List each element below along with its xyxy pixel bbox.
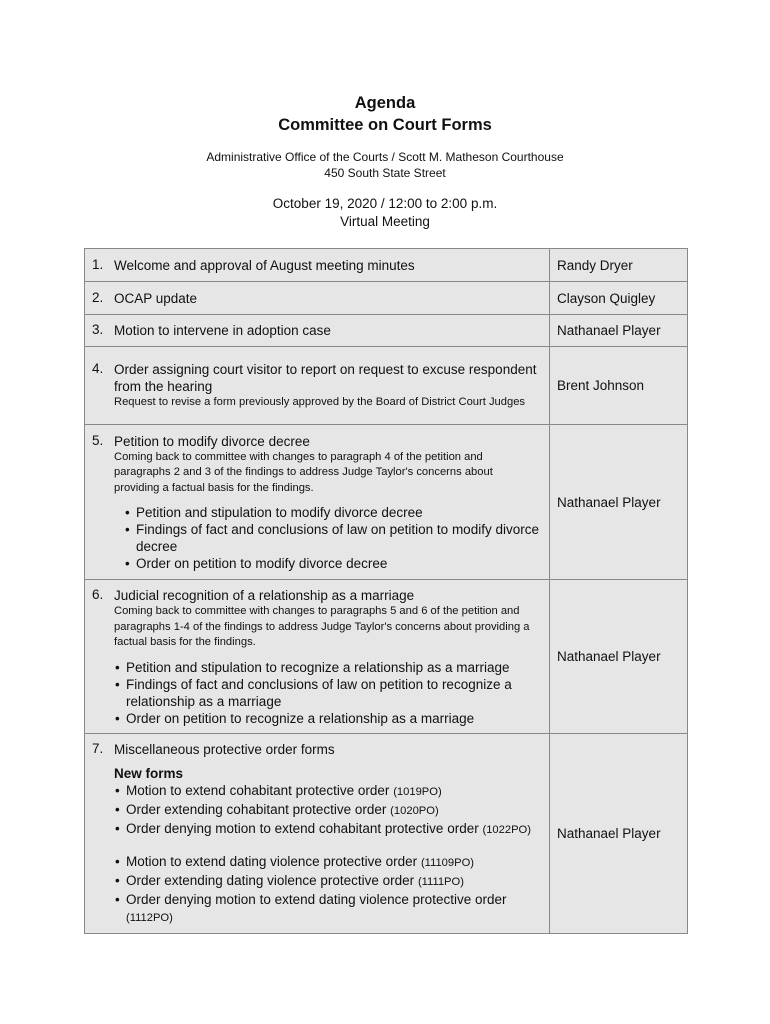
agenda-item-cell bbox=[85, 315, 550, 347]
item-number: 2. bbox=[92, 289, 104, 305]
list-item: • Petition and stipulation to modify divorce decree bbox=[125, 505, 423, 521]
agenda-row bbox=[85, 347, 688, 425]
bullet-icon: • bbox=[115, 802, 120, 817]
item-title: Order assigning court visitor to report on request to excuse respondent from the hearing bbox=[114, 362, 537, 395]
bullet-icon: • bbox=[125, 556, 130, 572]
list-item: • Motion to extend cohabitant protective order (1019PO) bbox=[115, 783, 442, 798]
agenda-item-cell bbox=[85, 347, 550, 425]
presenter-cell: Nathanael Player bbox=[550, 580, 688, 734]
presenter-cell: Nathanael Player bbox=[550, 315, 688, 347]
document-title: Agenda bbox=[354, 94, 416, 112]
presenter-cell: Randy Dryer bbox=[550, 249, 688, 282]
form-code: (1022PO) bbox=[482, 824, 531, 836]
bullet-icon: • bbox=[115, 854, 120, 869]
meeting-type: Virtual Meeting bbox=[340, 214, 430, 229]
item-title: Welcome and approval of August meeting minutes bbox=[114, 257, 415, 273]
item-title: Judicial recognition of a relationship as a marriage bbox=[114, 588, 415, 604]
item-number: 5. bbox=[92, 432, 104, 448]
committee-name: Committee on Court Forms bbox=[278, 116, 492, 134]
item-note: Request to revise a form previously approved by the Board of District Court Judges bbox=[114, 396, 526, 409]
list-item: • Order denying motion to extend dating violence protective order (1112PO) bbox=[115, 892, 507, 924]
item-number: 7. bbox=[92, 741, 104, 756]
agenda-item-cell bbox=[85, 580, 550, 734]
bullet-icon: • bbox=[115, 783, 120, 798]
meeting-location: Administrative Office of the Courts / Scott M. Matheson Courthouse bbox=[206, 150, 564, 164]
presenter-cell: Nathanael Player bbox=[550, 734, 688, 934]
bullet-icon: • bbox=[125, 522, 130, 538]
form-code: (1112PO) bbox=[126, 912, 173, 924]
agenda-item-cell bbox=[85, 425, 550, 580]
meeting-address: 450 South State Street bbox=[324, 166, 446, 180]
cohabitant-form-list bbox=[114, 782, 541, 839]
item-title: Miscellaneous protective order forms bbox=[114, 742, 335, 757]
agenda-item-cell bbox=[85, 734, 550, 934]
item-number: 3. bbox=[92, 322, 104, 337]
item-title: OCAP update bbox=[114, 290, 198, 306]
item-number: 1. bbox=[92, 256, 104, 272]
item-title: Motion to intervene in adoption case bbox=[114, 323, 331, 338]
list-item: • Petition and stipulation to recognize a relationship as a marriage bbox=[115, 659, 510, 675]
list-item: • Motion to extend dating violence protective order (11109PO) bbox=[115, 854, 475, 869]
agenda-item-cell bbox=[85, 282, 550, 315]
item-number: 6. bbox=[92, 587, 104, 603]
list-item: • Findings of fact and conclusions of law on petition to modify divorce decree bbox=[125, 522, 539, 555]
presenter-cell: Brent Johnson bbox=[550, 347, 688, 425]
list-item: • Order on petition to recognize a relationship as a marriage bbox=[115, 710, 475, 726]
agenda-row bbox=[85, 315, 688, 347]
form-code: (1019PO) bbox=[393, 786, 442, 798]
item-note: Coming back to committee with changes to paragraph 4 of the petition and paragraphs 2 and 3 of the findings to address Judge Taylor's concerns about providing a factual basis for the findings. bbox=[114, 450, 493, 494]
new-forms-heading: New forms bbox=[114, 766, 184, 781]
agenda-row bbox=[85, 425, 688, 580]
list-item: • Findings of fact and conclusions of law on petition to recognize a relationship as a marriage bbox=[115, 676, 512, 709]
list-item: • Order on petition to modify divorce decree bbox=[125, 556, 388, 572]
list-item: • Order extending dating violence protective order (1111PO) bbox=[115, 873, 464, 888]
bullet-icon: • bbox=[115, 821, 120, 836]
list-item: • Order extending cohabitant protective order (1020PO) bbox=[115, 802, 439, 817]
item-title: Petition to modify divorce decree bbox=[114, 433, 310, 449]
dating-violence-form-list bbox=[114, 853, 541, 927]
form-list bbox=[124, 504, 541, 572]
item-number: 4. bbox=[92, 361, 104, 377]
agenda-row bbox=[85, 282, 688, 315]
bullet-icon: • bbox=[115, 659, 120, 675]
agenda-row bbox=[85, 580, 688, 734]
bullet-icon: • bbox=[115, 676, 120, 692]
form-code: (1111PO) bbox=[417, 876, 464, 888]
bullet-icon: • bbox=[125, 505, 130, 521]
form-list bbox=[114, 659, 541, 727]
agenda-item-cell bbox=[85, 249, 550, 282]
form-code: (11109PO) bbox=[420, 857, 475, 869]
meeting-date-time: October 19, 2020 / 12:00 to 2:00 p.m. bbox=[272, 196, 498, 211]
bullet-icon: • bbox=[115, 892, 120, 907]
agenda-header bbox=[0, 92, 770, 231]
list-item: • Order denying motion to extend cohabitant protective order (1022PO) bbox=[115, 821, 531, 836]
bullet-icon: • bbox=[115, 710, 120, 726]
bullet-icon: • bbox=[115, 873, 120, 888]
presenter-cell: Clayson Quigley bbox=[550, 282, 688, 315]
presenter-cell: Nathanael Player bbox=[550, 425, 688, 580]
agenda-row bbox=[85, 734, 688, 934]
agenda-row bbox=[85, 249, 688, 282]
agenda-table bbox=[84, 248, 688, 934]
form-code: (1020PO) bbox=[390, 805, 439, 817]
item-note: Coming back to committee with changes to paragraphs 5 and 6 of the petition and paragraphs 1-4 of the findings to address Judge Taylor's concerns about providing a factual basis for the findings. bbox=[114, 605, 530, 649]
